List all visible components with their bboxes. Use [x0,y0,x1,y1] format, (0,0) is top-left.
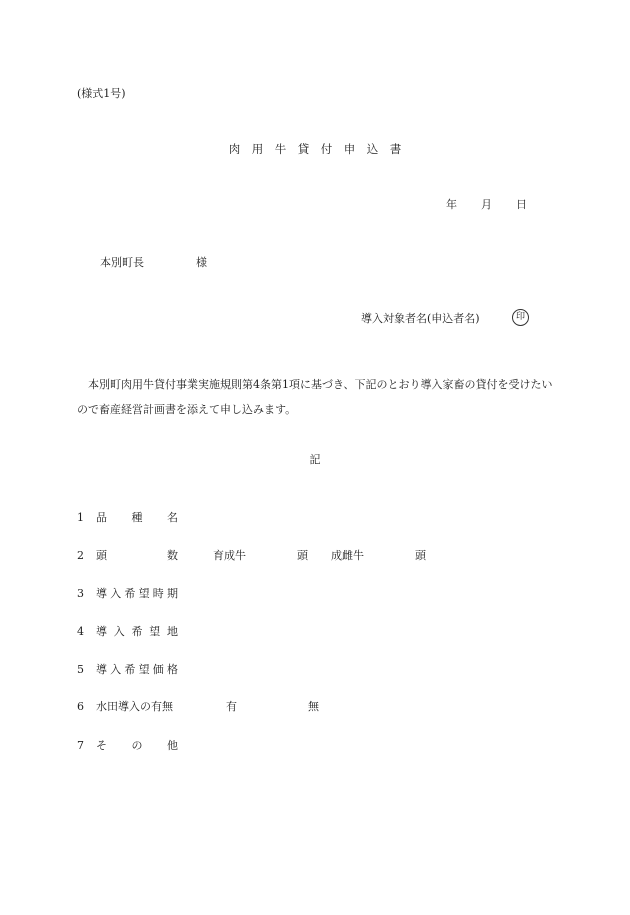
item-label [96,625,178,638]
item-label-char: 導 [96,663,107,676]
recipient-honorific: 様 [196,256,207,269]
item-label-char: 望 [149,625,161,638]
date-year-label: 年 [446,198,457,211]
item-number: 4 [77,625,84,638]
item-label [96,663,178,676]
applicant-name-label: 導入対象者名(申込者名) [361,312,480,325]
item-label-char: 種 [131,511,143,524]
item-label-char: 期 [166,587,178,600]
item-label-char: 地 [167,625,178,638]
application-body-text: 本別町肉用牛貸付事業実施規則第4条第1項に基づき、下記のとおり導入家畜の貸付を受けたいので畜産経営計画書を添えて申し込みます。 [77,378,553,416]
item-label-char: そ [96,739,107,752]
option-no: 無 [308,700,319,713]
item-label-char: 時 [152,587,164,600]
date-month-label: 月 [481,198,492,211]
item-label-char: 数 [167,549,178,562]
document-title [0,143,630,157]
title-char: 書 [389,142,402,156]
item-label-char: の [131,739,143,752]
item-label: 水田導入の有無 [96,700,173,713]
item-number: 3 [77,587,84,600]
item-label-char: 入 [110,663,122,676]
item-label-char: 希 [124,587,136,600]
item-label-char: 希 [124,663,136,676]
item-label-char: 他 [167,739,178,752]
title-char: 用 [251,142,264,156]
title-char: 肉 [228,142,241,156]
date-day-label: 日 [516,198,527,211]
item-label-char: 価 [152,663,164,676]
item-label-char: 入 [113,625,125,638]
item-label-char: 頭 [96,549,107,562]
item-label-char: 格 [166,663,178,676]
item-label [96,739,178,752]
recipient-name: 本別町長 [100,256,144,269]
item-label-char: 名 [167,511,178,524]
item-label-char: 導 [96,587,107,600]
item-number: 6 [77,700,84,713]
item-label [96,587,178,600]
form-number: (様式1号) [77,87,126,100]
ki-heading: 記 [309,453,321,466]
item-label-char: 入 [110,587,122,600]
item-label [96,549,178,562]
cow-unit: 頭 [415,549,426,562]
seal-mark: 印 [512,309,529,326]
heifer-label: 育成牛 [213,549,246,562]
item-number: 5 [77,663,84,676]
item-number: 1 [77,511,84,524]
title-char: 付 [320,142,333,156]
option-yes: 有 [226,700,237,713]
cow-label: 成雌牛 [331,549,364,562]
item-label [96,511,178,524]
item-label-char: 望 [138,663,150,676]
heifer-unit: 頭 [297,549,308,562]
title-char: 込 [366,142,379,156]
title-char: 申 [343,142,356,156]
title-char: 貸 [297,142,310,156]
item-label-char: 品 [96,511,107,524]
item-label-char: 希 [131,625,143,638]
item-number: 7 [77,739,84,752]
title-char: 牛 [274,142,287,156]
item-label-char: 導 [96,625,107,638]
item-label-char: 望 [138,587,150,600]
item-number: 2 [77,549,84,562]
